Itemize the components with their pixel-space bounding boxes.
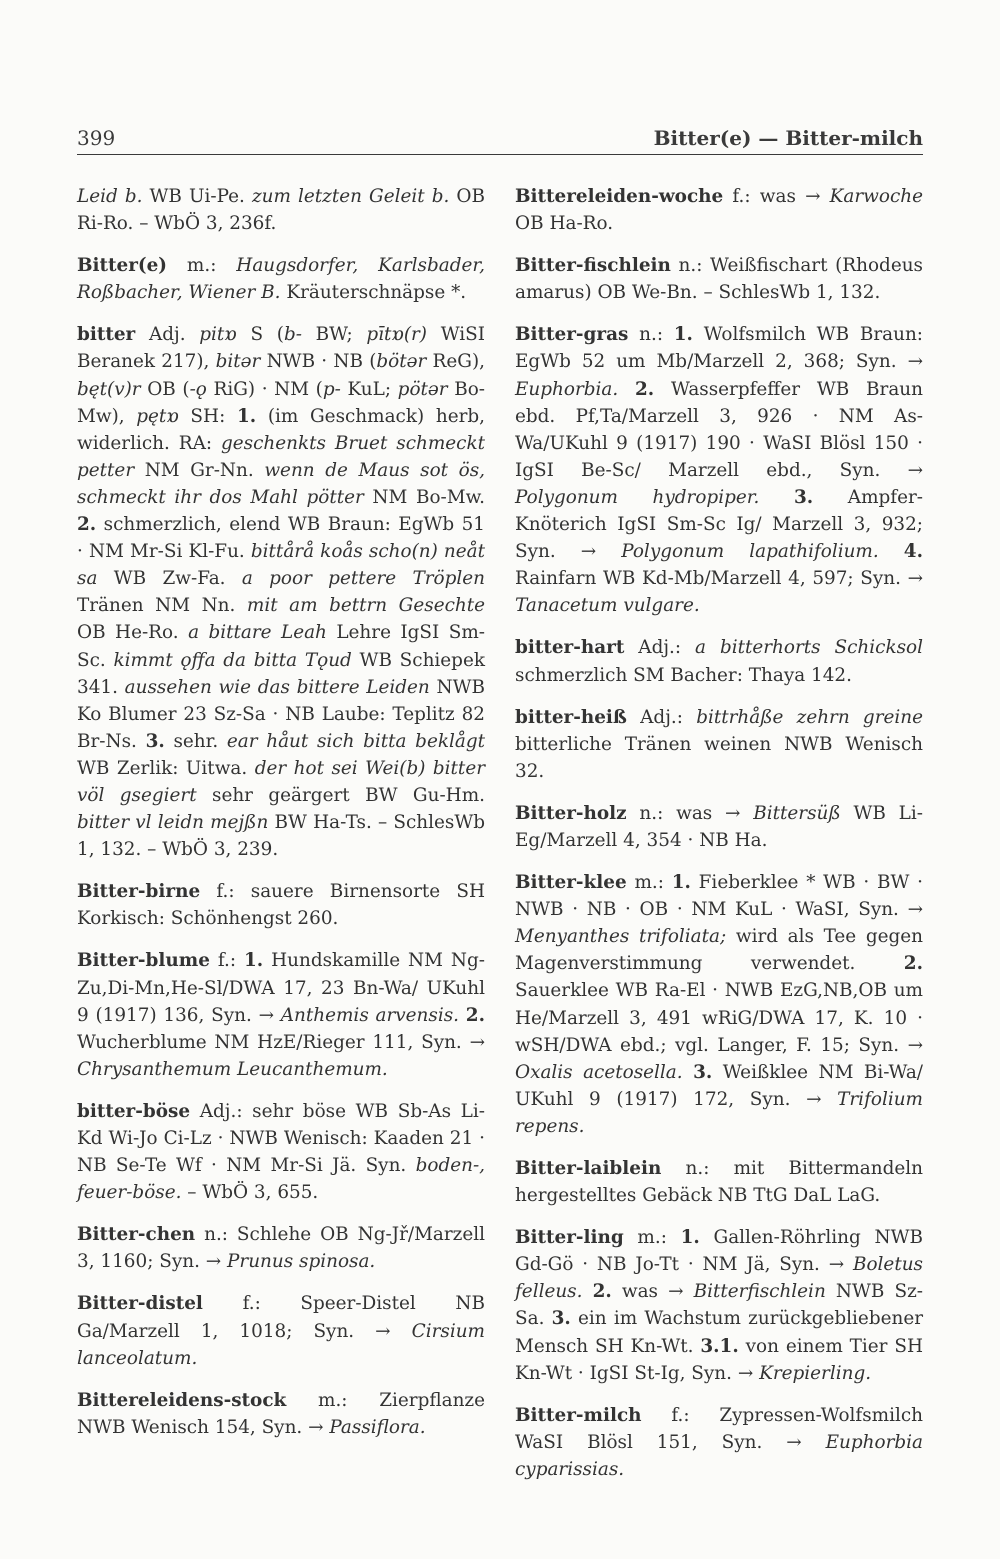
entry-text — [618, 379, 635, 400]
dictionary-entry — [515, 800, 923, 854]
entry-text: n.: Weißfischart (Rhodeus amarus) OB We-Bn. – SchlesWb 1, 132. — [515, 255, 923, 304]
entry-headword: 3. — [145, 730, 165, 752]
entry-italic-text: Karwoche — [829, 186, 923, 207]
entry-headword: Bitter-ling — [515, 1227, 624, 1249]
entry-headword: 3. — [551, 1308, 571, 1330]
entry-italic-text: -ǫ — [189, 378, 207, 400]
entry-italic-text: bitər — [215, 351, 261, 373]
entry-text: n.: was → — [626, 802, 754, 824]
entry-text: f.: sauere Birnensorte SH Korkisch: Schönhengst 260. — [77, 881, 485, 930]
entry-italic-text: pitɒ — [199, 324, 237, 346]
entry-italic-text: pötər — [397, 378, 448, 400]
entry-italic-text: pętɒ — [136, 405, 179, 427]
dictionary-entry — [77, 1098, 485, 1206]
dictionary-entry — [77, 1387, 485, 1441]
entry-italic-text: Chrysanthemum Leucanthemum. — [77, 1058, 388, 1080]
dictionary-entry — [515, 1402, 923, 1483]
entry-text: m.: — [626, 872, 672, 894]
entry-headword: 2. — [592, 1281, 612, 1303]
entry-text: Adj. — [135, 324, 200, 346]
entry-headword: 1. — [671, 872, 691, 894]
entry-italic-text: a bitterhorts Schicksol — [695, 637, 923, 659]
entry-text: OB ( — [140, 378, 190, 400]
entry-italic-text: Bittersüß — [753, 802, 841, 824]
entry-text: NWB Ko Blumer 23 Sz-Sa · NB Laube: Teplitz 82 Br-Ns. — [77, 676, 485, 752]
entry-text: BW; — [301, 324, 367, 346]
entry-text: m.: — [167, 255, 237, 277]
dictionary-entry — [77, 1290, 485, 1371]
entry-text — [683, 1062, 693, 1083]
entry-italic-text: Menyanthes trifoliata; — [515, 926, 727, 948]
entry-italic-text: a poor pettere Tröplen — [241, 568, 486, 590]
entry-italic-text: bittrhåße zehrn greine — [696, 706, 923, 728]
entry-text: – WbÖ 3, 655. — [181, 1182, 319, 1204]
entry-text — [759, 487, 794, 508]
entry-text: Kräuterschnäpse *. — [280, 282, 467, 304]
entry-italic-text: Anthemis arvensis. — [280, 1004, 460, 1026]
entry-text: SH: — [178, 405, 237, 427]
entry-text: Wasserpfeffer WB Braun ebd. Pf,Ta/Marzell 3, 926 · NM As-Wa/UKuhl 9 (1917) 190 · WaSI Blösl 150 · IgSI Be-Sc/ Marzell ebd., Syn. → — [515, 378, 923, 481]
entry-text: Sauerklee WB Ra-El · NWB EzG,NB,OB um He/Marzell 3, 491 wRiG/DWA 17, K. 10 · wSH/DWA ebd.; vgl. Langer, F. 15; Syn. → — [515, 980, 923, 1056]
entry-text: RiG) · NM ( — [206, 378, 323, 400]
entry-text: NM Bo-Mw. — [363, 486, 485, 508]
entry-italic-text: Euphorbia cyparissias. — [515, 1431, 923, 1480]
entry-text: NWB · NB ( — [260, 351, 377, 373]
entry-text: Bo-Mw), — [77, 378, 486, 427]
entry-text: OB Ri-Ro. – WbÖ 3, 236f. — [77, 186, 485, 235]
entry-text: sehr geärgert BW Gu-Hm. — [196, 784, 485, 806]
entry-headword: Bittereleidens-stock — [77, 1389, 287, 1411]
entry-headword: bitter-heiß — [515, 706, 627, 728]
entry-text: Fieberklee * WB · BW · NWB · NB · OB · NM KuL · WaSI, Syn. → — [515, 872, 923, 921]
dictionary-entry — [515, 1224, 923, 1387]
entry-headword: bitter — [77, 324, 136, 346]
headword-range: Bitter(e) — Bitter-milch — [653, 126, 923, 150]
entry-text: OB He-Ro. — [77, 622, 189, 644]
entry-text: WB Zerlik: Uitwa. — [77, 757, 255, 779]
entry-italic-text: ear håut sich bitta beklågt — [226, 730, 485, 752]
entry-text: sehr. — [164, 730, 227, 752]
entry-italic-text: Prunus spinosa. — [227, 1251, 376, 1273]
entry-headword: Bitter-blume — [77, 950, 210, 972]
entry-headword: 2. — [77, 514, 97, 536]
entry-italic-text: Boletus felleus. — [515, 1254, 923, 1303]
entry-italic-text: kimmt ǫffa da bitta Tǫud — [113, 649, 352, 671]
entry-headword: Bitter-birne — [77, 881, 201, 903]
entry-italic-text: Polygonum lapathifolium. — [621, 541, 879, 563]
entry-italic-text: a bittare Leah — [188, 622, 327, 644]
right-column — [515, 183, 923, 1498]
entry-headword: bitter-böse — [77, 1100, 191, 1122]
entry-text: Wucherblume NM HzE/Rieger 111, Syn. → — [77, 1031, 485, 1053]
entry-text: Wolfsmilch WB Braun: EgWb 52 um Mb/Marzell 2, 368; Syn. → — [515, 324, 923, 373]
entry-text: OB Ha-Ro. — [515, 213, 614, 235]
entry-text: Rainfarn WB Kd-Mb/Marzell 4, 597; Syn. → — [515, 568, 923, 590]
entry-italic-text: Haugsdorfer, Karlsbader, Roßbacher, Wiener B. — [77, 255, 485, 304]
entry-headword: 1. — [673, 324, 693, 346]
entry-headword: bitter-hart — [515, 637, 625, 659]
entry-italic-text: boden-, feuer-böse. — [77, 1155, 485, 1204]
entry-italic-text: Trifolium repens. — [515, 1088, 923, 1137]
entry-headword: 3. — [793, 486, 814, 508]
entry-text: KuL; — [340, 378, 398, 400]
entry-text: Tränen NM Nn. — [77, 595, 247, 617]
entry-headword: Bitter-laiblein — [515, 1158, 662, 1179]
entry-italic-text: Krepierling. — [759, 1362, 872, 1384]
entry-italic-text: p- — [322, 378, 341, 400]
entry-text: S ( — [236, 324, 284, 346]
entry-italic-text: Euphorbia. — [515, 378, 619, 400]
entry-italic-text: Polygonum hydropiper. — [515, 486, 760, 508]
left-column — [77, 183, 485, 1456]
entry-text: Gallen-Röhrling NWB Gd-Gö · NB Jo-Tt · NM Jä, Syn. → — [515, 1227, 923, 1276]
entry-headword: Bitter-gras — [515, 324, 629, 346]
entry-italic-text: Oxalis acetosella. — [515, 1061, 683, 1083]
entry-headword: Bitter-klee — [515, 872, 627, 894]
entry-text: m.: — [623, 1227, 681, 1249]
entry-headword: 2. — [635, 378, 655, 400]
entry-text: Lehre IgSI Sm-Sc. — [77, 622, 485, 671]
entry-headword: 4. — [903, 541, 923, 563]
entry-text: Ampfer-Knöterich IgSI Sm-Sc Ig/ Marzell 3, 932; Syn. → — [515, 486, 923, 563]
entry-text: BW Ha-Ts. – SchlesWb 1, 132. – WbÖ 3, 239. — [77, 812, 485, 861]
entry-headword: 1. — [680, 1227, 700, 1249]
entry-italic-text: der hot sei Wei(b) bitter völ gsegiert — [77, 757, 485, 806]
entry-text: WB Ui-Pe. — [142, 186, 252, 207]
entry-italic-text: wenn de Maus sot ös, schmeckt ihr dos Mahl pötter — [77, 459, 485, 508]
dictionary-entry — [77, 1221, 485, 1275]
entry-text: Adj.: — [624, 637, 696, 659]
entry-text: Adj.: sehr böse WB Sb-As Li-Kd Wi-Jo Ci-Lz · NWB Wenisch: Kaaden 21 · NB Se-Te Wf · NM Mr-Si Jä. Syn. — [77, 1100, 485, 1177]
entry-text: f.: — [209, 950, 244, 972]
entry-italic-text: bittårå koås scho(n) neåt sa — [77, 541, 485, 590]
dictionary-entry — [77, 321, 485, 863]
entry-text: (im Geschmack) herb, widerlich. RA: — [77, 405, 485, 454]
entry-italic-text: pītɒ(r) — [366, 324, 427, 346]
dictionary-entry — [77, 878, 485, 932]
entry-text: WB Zw-Fa. — [97, 568, 242, 590]
entry-text: was → — [611, 1281, 694, 1303]
entry-text: bitterliche Tränen weinen NWB Wenisch 32. — [515, 733, 923, 782]
entry-headword: Bitter-holz — [515, 802, 627, 824]
entry-italic-text: mit am bettrn Gesechte — [246, 595, 485, 617]
dictionary-entry — [515, 869, 923, 1140]
entry-text: Hundskamille NM Ng-Zu,Di-Mn,He-Sl/DWA 17, 23 Bn-Wa/ UKuhl 9 (1917) 136, Syn. → — [77, 950, 485, 1026]
entry-headword: 3.1. — [700, 1335, 739, 1357]
entry-headword: 1. — [236, 405, 257, 427]
entry-text: schmerzlich, elend WB Braun: EgWb 51 · NM Mr-Si Kl-Fu. — [77, 514, 485, 563]
entry-text: WB Schiepek 341. — [77, 649, 485, 698]
dictionary-entry — [515, 634, 923, 688]
running-head — [77, 124, 923, 155]
dictionary-entry — [515, 183, 923, 237]
dictionary-entry — [515, 252, 923, 306]
entry-text: n.: — [628, 324, 674, 346]
entry-text: von einem Tier SH Kn-Wt · IgSI St-Ig, Syn. → — [515, 1335, 923, 1384]
entry-text: f.: Zypressen-Wolfsmilch WaSI Blösl 151, Syn. → — [515, 1404, 923, 1453]
entry-text: schmerzlich SM Bacher: Thaya 142. — [515, 664, 852, 686]
entry-headword: 2. — [465, 1004, 485, 1026]
entry-text: ein im Wachstum zurückgebliebener Mensch SH Kn-Wt. — [515, 1308, 923, 1357]
entry-text: NM Gr-Nn. — [134, 459, 265, 481]
entry-italic-text: Cirsium lanceolatum. — [77, 1320, 485, 1369]
entry-text: NWB Sz-Sa. — [515, 1281, 923, 1330]
entry-text: f.: was → — [723, 186, 830, 207]
entry-italic-text: b- — [283, 324, 302, 346]
entry-text: f.: Speer-Distel NB Ga/Marzell 1, 1018; Syn. → — [77, 1293, 485, 1342]
entry-italic-text: geschenkts Bruet schmeckt petter — [77, 432, 486, 481]
entry-headword: Bitter-milch — [515, 1404, 642, 1426]
entry-italic-text: Bitterfischlein — [693, 1281, 826, 1303]
entry-text: n.: Schlehe OB Ng-Jř/Marzell 3, 1160; Syn. → — [77, 1224, 485, 1273]
entry-text — [459, 1005, 466, 1026]
entry-italic-text: Leid b. — [77, 186, 143, 207]
entry-headword: Bitter-chen — [77, 1224, 196, 1246]
entry-headword: 1. — [243, 950, 264, 972]
entry-text: n.: mit Bittermandeln hergestelltes Gebäck NB TtG DaL LaG. — [515, 1158, 923, 1207]
entry-italic-text: Passiflora. — [329, 1416, 426, 1438]
page-number: 399 — [77, 126, 116, 150]
dictionary-entry — [515, 704, 923, 785]
dictionary-entry — [77, 252, 485, 306]
entry-italic-text: bitter vl leidn mejßn — [77, 812, 269, 834]
entry-text: Adj.: — [626, 706, 697, 728]
entry-headword: Bitter-fischlein — [515, 255, 671, 277]
entry-italic-text: aussehen wie das bittere Leiden — [124, 676, 430, 698]
entry-italic-text: Tanacetum vulgare. — [515, 595, 700, 617]
entry-italic-text: bötər — [376, 351, 427, 373]
entry-italic-text: bęt(v)r — [77, 378, 141, 400]
entry-text: m.: Zierpflanze NWB Wenisch 154, Syn. → — [77, 1389, 485, 1438]
dictionary-entry — [77, 947, 485, 1082]
dictionary-entry — [515, 1155, 923, 1209]
entry-text — [582, 1281, 592, 1302]
entry-text — [879, 541, 904, 562]
entry-headword: Bitter-distel — [77, 1293, 203, 1315]
entry-headword: 3. — [693, 1061, 713, 1083]
entry-text: Weißklee NM Bi-Wa/ UKuhl 9 (1917) 172, Syn. → — [515, 1061, 923, 1110]
entry-text: WiSI Beranek 217), — [77, 324, 486, 373]
entry-text: wird als Tee gegen Magenverstimmung verwendet. — [515, 926, 923, 975]
dictionary-entry — [515, 321, 923, 619]
entry-text: WB Li-Eg/Marzell 4, 354 · NB Ha. — [515, 802, 923, 851]
entry-text: ReG), — [426, 351, 485, 373]
entry-italic-text: zum letzten Geleit b. — [251, 186, 450, 207]
entry-headword: Bitter(e) — [77, 255, 168, 277]
entry-headword: 2. — [903, 953, 923, 975]
dictionary-entry — [77, 183, 485, 237]
entry-headword: Bittereleiden-woche — [515, 186, 724, 207]
